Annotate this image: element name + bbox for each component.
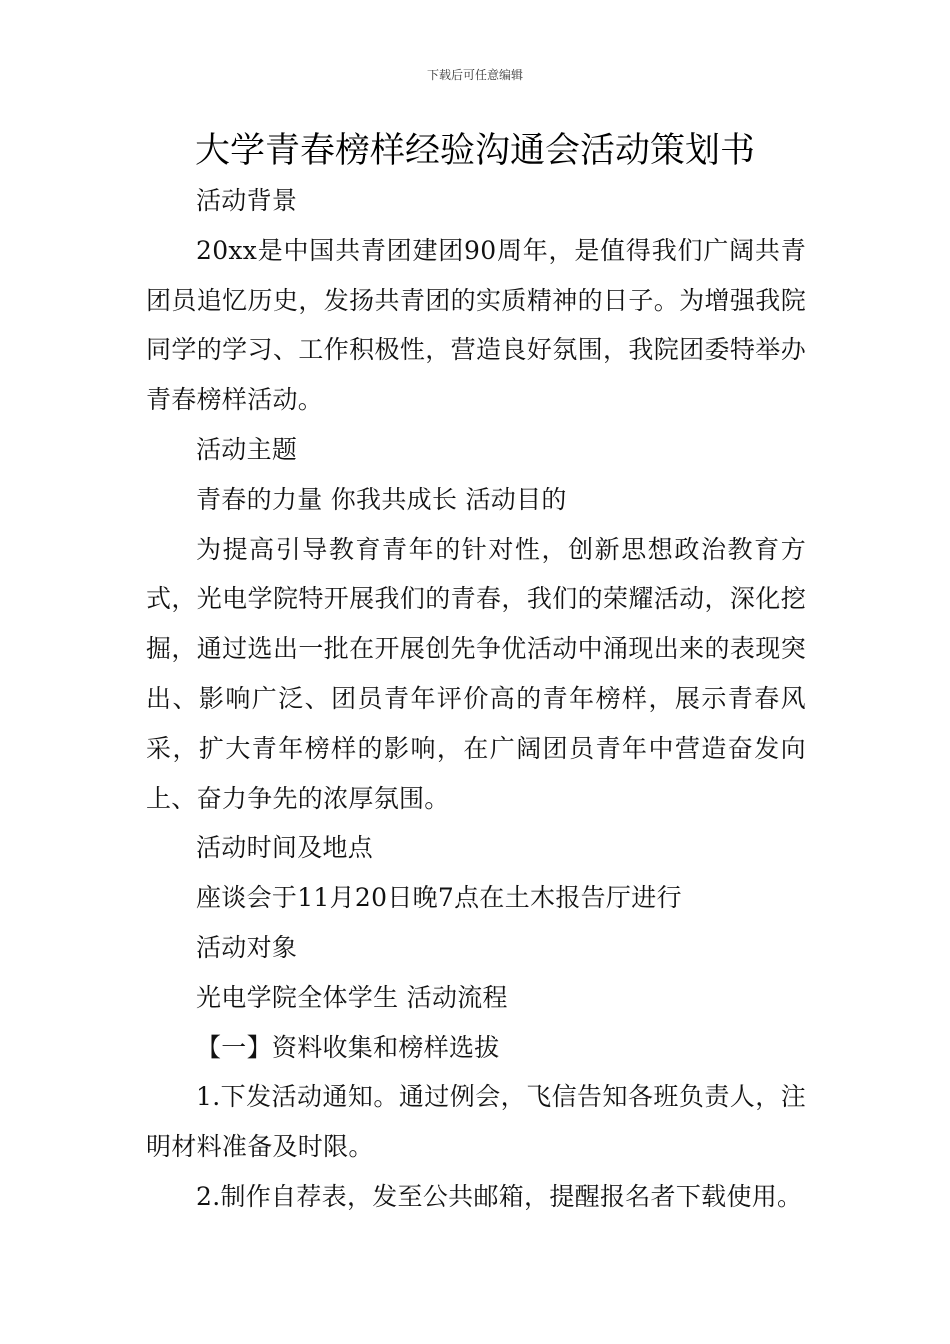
- list-item-1: 1.下发活动通知。通过例会，飞信告知各班负责人，注明材料准备及时限。: [146, 1082, 806, 1162]
- paragraph-theme: 青春的力量 你我共成长 活动目的: [196, 484, 567, 514]
- paragraph-purpose: 为提高引导教育青年的针对性，创新思想政治教育方式，光电学院特开展我们的青春，我们的荣耀活动，深化挖掘，通过选出一批在开展创先争优活动中涌现出来的表现突出、影响广泛、团员青年评价高的青年榜样，展示青春风采，扩大青年榜样的影响，在广阔团员青年中营造奋发向上、奋力争先的浓厚氛围。: [146, 534, 806, 813]
- page-header-note: 下载后可任意编辑: [426, 68, 523, 82]
- paragraph-audience: 光电学院全体学生 活动流程: [196, 982, 508, 1012]
- section-heading-theme: 活动主题: [196, 434, 298, 464]
- section-heading-audience: 活动对象: [196, 932, 298, 962]
- paragraph-background: 20xx是中国共青团建团90周年，是值得我们广阔共青团员追忆历史，发扬共青团的实质精神的日子。为增强我院同学的学习、工作积极性，营造良好氛围，我院团委特举办青春榜样活动。: [146, 235, 806, 415]
- section-heading-time-place: 活动时间及地点: [196, 833, 374, 863]
- document-body: [146, 176, 806, 1222]
- section-heading-background: 活动背景: [196, 186, 298, 215]
- section-heading-step-one: 【一】资料收集和榜样选拔: [196, 1032, 500, 1062]
- document-title: 大学青春榜样经验沟通会活动策划书: [194, 131, 755, 171]
- paragraph-time-place: 座谈会于11月20日晚7点在土木报告厅进行: [196, 883, 682, 913]
- list-item-2: 2.制作自荐表，发至公共邮箱，提醒报名者下载使用。: [196, 1181, 803, 1211]
